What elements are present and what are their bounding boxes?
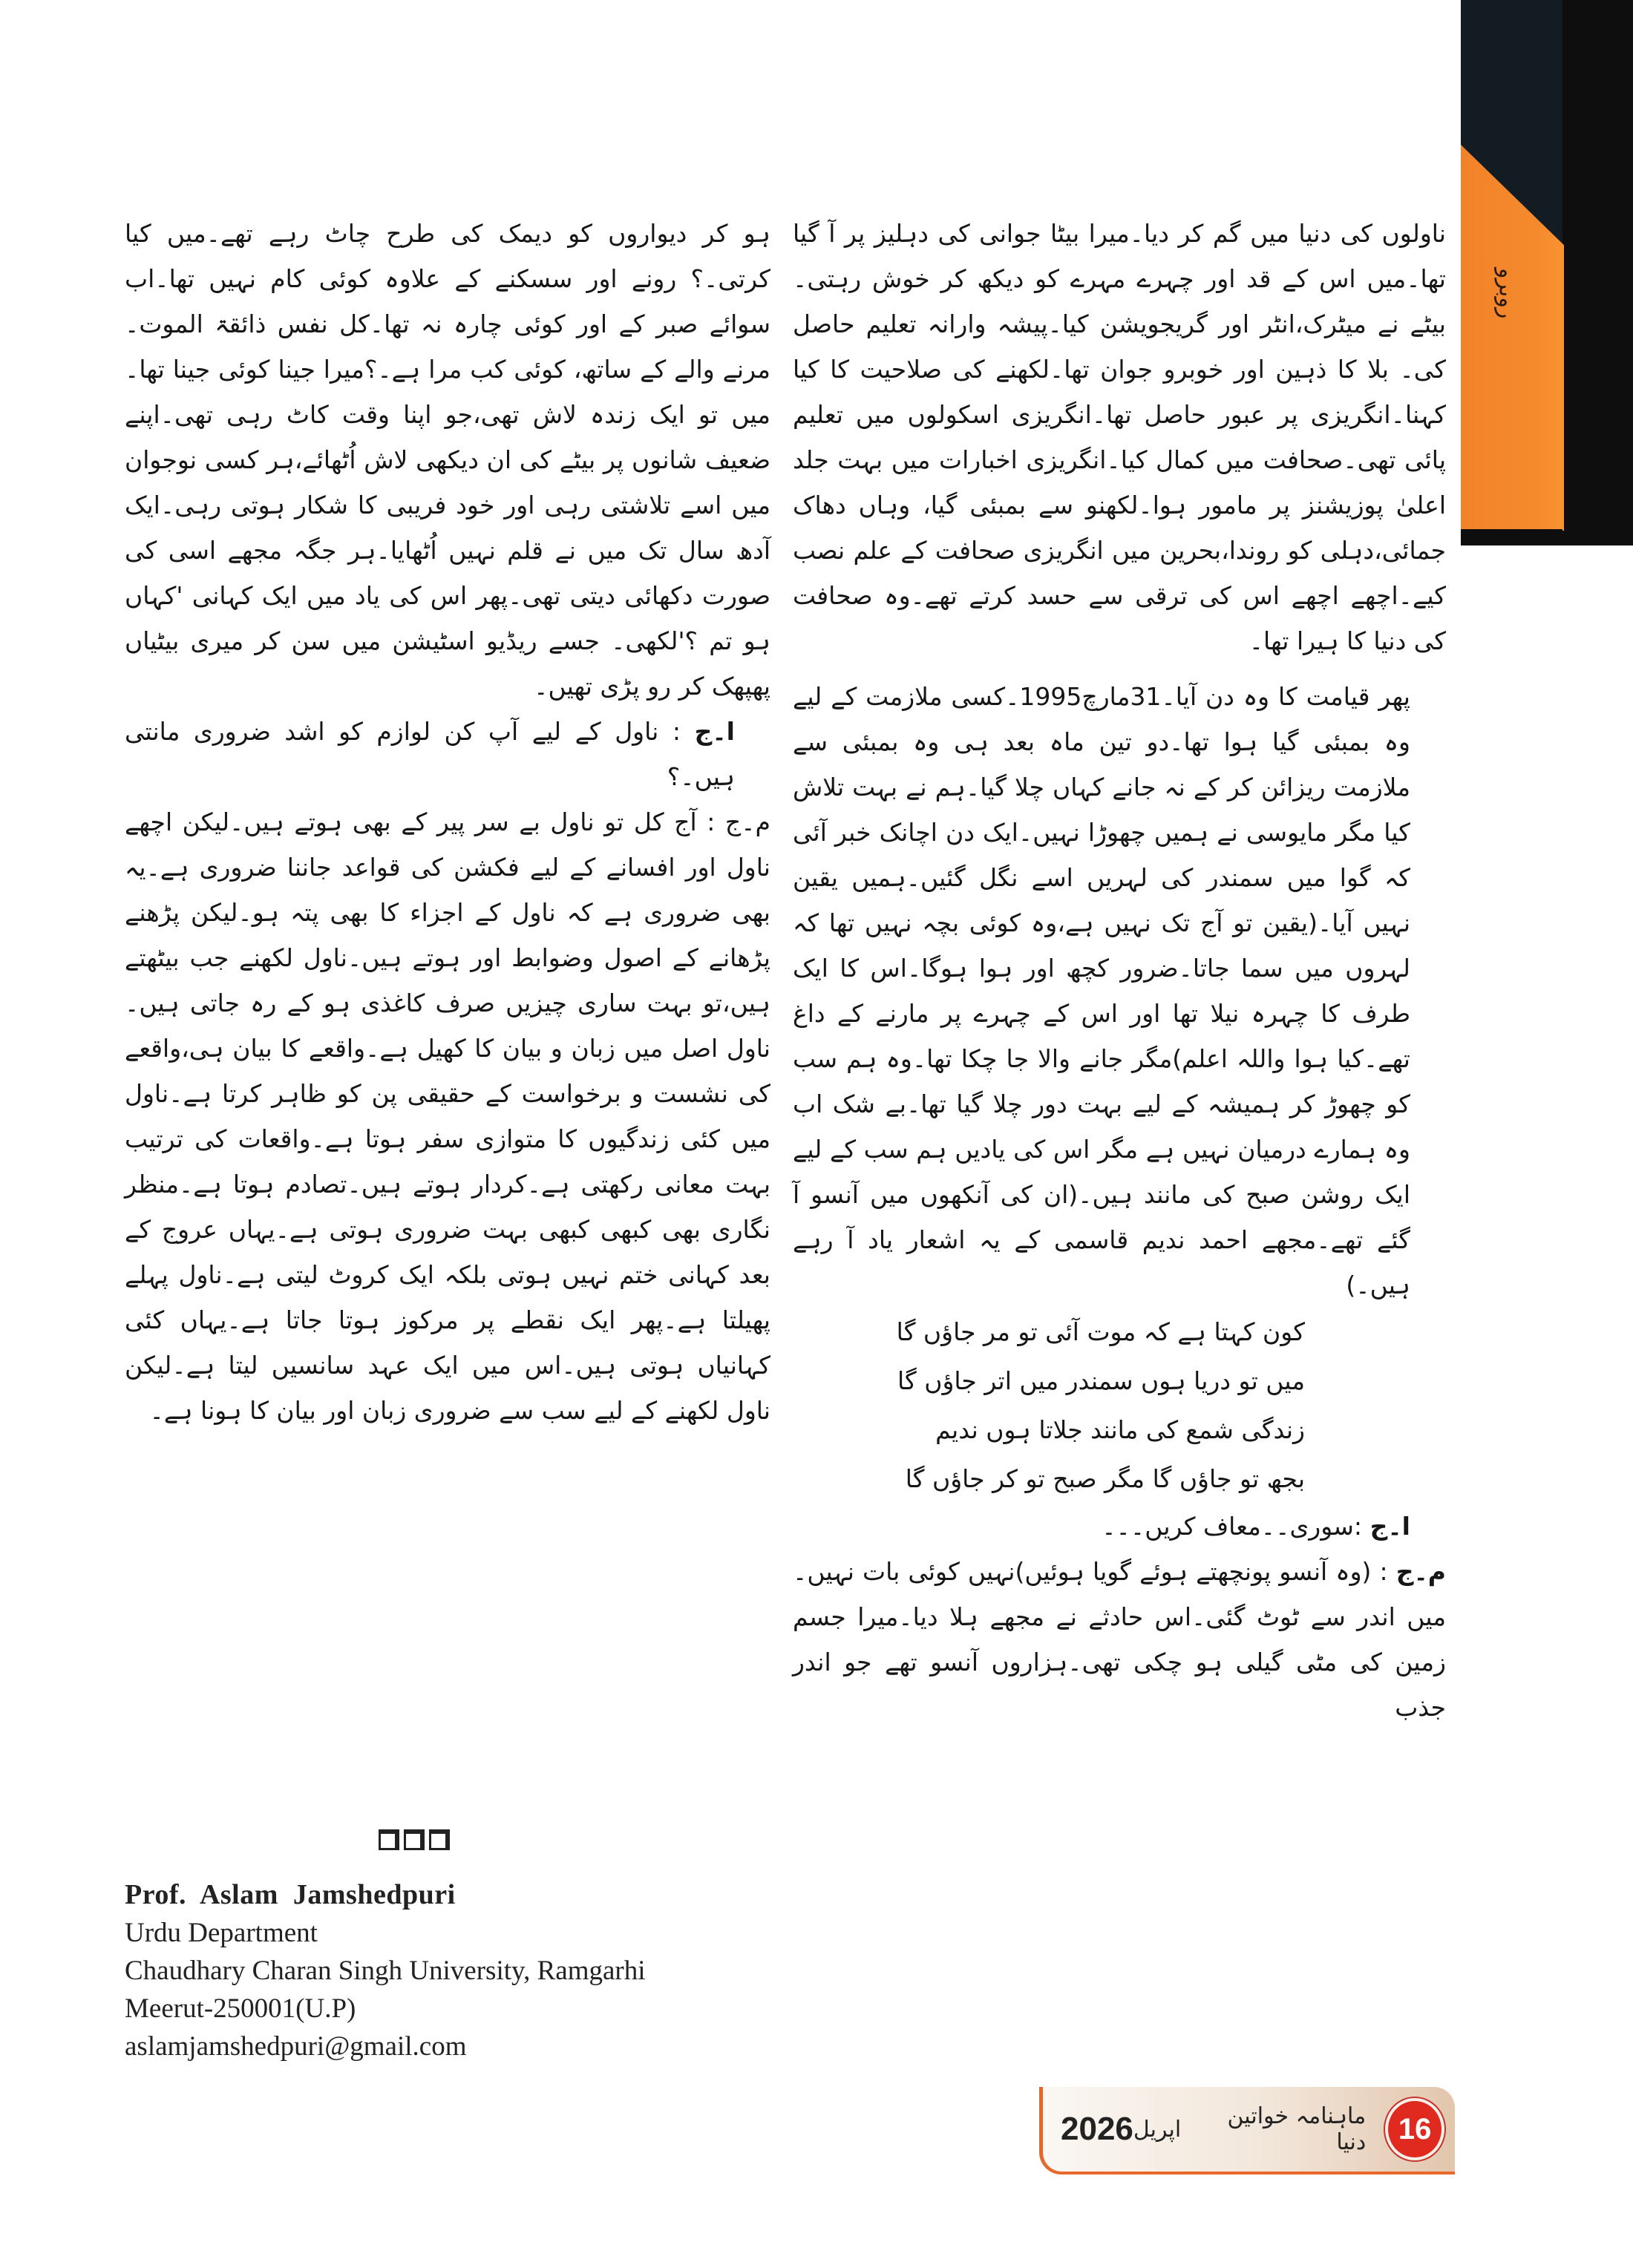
interviewer-label: ا۔ج — [694, 717, 735, 746]
author-city: Meerut-250001(U.P) — [125, 1993, 356, 2024]
page-edge-band — [1562, 0, 1633, 545]
author-name: Prof. Aslam Jamshedpuri — [125, 1879, 456, 1910]
square-icon — [404, 1829, 425, 1850]
author-signature — [125, 1876, 646, 2065]
question-text: : ناول کے لیے آپ کن لوازم کو اشد ضروری مانتی ہیں۔؟ — [125, 717, 735, 791]
issue-year: 2026 — [1061, 2111, 1133, 2147]
end-of-article-ornament — [379, 1829, 450, 1850]
answer-text: : آج کل تو ناول بے سر پیر کے بھی ہوتے ہیں۔لیکن اچھے ناول اور افسانے کے لیے فکشن کی قواعد جاننا ضروری ہے۔یہ بھی ضروری ہے کہ ناول کے اجزاء کا بھی پتہ ہو۔لیکن پڑھنے پڑھانے کے اصول وضوابط اور ہوتے ہیں۔ناول لکھنے جب بیٹھتے ہیں،تو بہت ساری چیزیں صرف کاغذی ہو کے رہ جاتی ہیں۔ناول اصل میں زبان و بیان کا کھیل ہے۔واقعے کا بیان ہی،واقعے کی نشست و برخواست کے حقیقی پن کو ظاہر کرتا ہے۔ناول میں کئی زندگیوں کا متوازی سفر ہوتا ہے۔واقعات کی ترتیب بہت معانی رکھتی ہے۔کردار ہوتے ہیں۔تصادم ہوتا ہے۔منظر نگاری بھی کبھی کبھی بہت ضروری ہوتی ہے۔یہاں عروج کے بعد کہانی ختم نہیں ہوتی بلکہ ایک کروٹ لیتی ہے۔ناول پہلے پھیلتا ہے۔پھر ایک نقطے پر مرکوز ہوتا جاتا ہے۔یہاں کئی کہانیاں ہوتی ہیں۔اس میں ایک عہد سانسیں لیتا ہے۔لیکن ناول لکھنے کے لیے سب سے ضروری زبان اور بیان کا ہونا ہے۔ — [125, 807, 770, 1425]
poem — [793, 1308, 1446, 1504]
interviewer-label: ا۔ج — [1369, 1512, 1410, 1541]
magazine-title: ماہنامہ خواتین دنیا — [1227, 2103, 1367, 2155]
author-department: Urdu Department — [125, 1918, 318, 1948]
poem-line: کون کہتا ہے کہ موت آئی تو مر جاؤں گا — [896, 1317, 1305, 1346]
paragraph: پھر قیامت کا وہ دن آیا۔31مارچ1995۔کسی ملازمت کے لیے وہ بمبئی گیا ہوا تھا۔دو تین ماہ بعد ہی وہ بمبئی سے ملازمت ریزائن کر کے نہ جانے کہاں چلا گیا۔ہم نے بہت تلاش کیا مگر مایوسی نے ہمیں چھوڑا نہیں۔ایک دن اچانک خبر آئی کہ گوا میں سمندر کی لہریں اسے نگل گئیں۔ہمیں یقین نہیں آیا۔(یقین تو آج تک نہیں ہے،وہ کوئی بچہ نہیں تھا کہ لہروں میں سما جاتا۔ضرور کچھ اور ہوا ہوگا۔اس کا ایک طرف کا چہرہ نیلا تھا اور اس کے چہرے پر مارنے کے داغ تھے۔کیا ہوا واللہ اعلم)مگر جانے والا جا چکا تھا۔وہ ہم سب کو چھوڑ کر ہمیشہ کے لیے بہت دور چلا گیا تھا۔بے شک اب وہ ہمارے درمیان نہیں ہے مگر اس کی یادیں ہم سب کے لیے ایک روشن صبح کی مانند ہیں۔(ان کی آنکھوں میں آنسو آ گئے تھے۔مجھے احمد ندیم قاسمی کے یہ اشعار یاد آ رہے ہیں۔) — [793, 682, 1410, 1299]
poem-line: زندگی شمع کی مانند جلاتا ہوں ندیم — [935, 1415, 1305, 1444]
article-column-left — [125, 211, 770, 1433]
section-tab-base — [1461, 529, 1562, 545]
paragraph: ناولوں کی دنیا میں گم کر دیا۔میرا بیٹا جوانی کی دہلیز پر آ گیا تھا۔میں اس کے قد اور چہرے مہرے کو دیکھ کر خوش رہتی۔ بیٹے نے میٹرک،انٹر اور گریجویشن کیا۔پیشہ وارانہ تعلیم حاصل کی۔ بلا کا ذہین اور خوبرو جوان تھا۔لکھنے کی صلاحیت کا کیا کہنا۔انگریزی پر عبور حاصل تھا۔انگریزی اسکولوں میں تعلیم پائی تھی۔صحافت میں کمال کیا۔انگریزی اخبارات میں بہت جلد اعلیٰ پوزیشنز پر مامور ہوا۔لکھنو سے بمبئی گیا، وہاں دھاک جمائی،دہلی کو روندا،بحرین میں انگریزی صحافت کے علم نصب کیے۔اچھے اچھے اس کی ترقی سے حسد کرتے تھے۔وہ صحافت کی دنیا کا ہیرا تھا۔ — [793, 219, 1446, 655]
author-university: Chaudhary Charan Singh University, Ramgarhi — [125, 1956, 646, 1986]
interview-answer — [793, 1549, 1446, 1730]
article-column-right — [793, 211, 1446, 1730]
paragraph: ہو کر دیواروں کو دیمک کی طرح چاٹ رہے تھے۔میں کیا کرتی۔؟ رونے اور سسکنے کے علاوہ کوئی کام نہیں تھا۔اب سوائے صبر کے اور کوئی چارہ نہ تھا۔کل نفس ذائقۃ الموت۔مرنے والے کے ساتھ، کوئی کب مرا ہے۔؟میرا جینا کوئی جینا تھا۔میں تو ایک زندہ لاش تھی،جو اپنا وقت کاٹ رہی تھی۔اپنے ضعیف شانوں پر بیٹے کی ان دیکھی لاش اُٹھائے،ہر کسی نوجوان میں اسے تلاشتی رہی اور خود فریبی کا شکار ہوتی رہی۔ایک آدھ سال تک میں نے قلم نہیں اُٹھایا۔ہر جگہ مجھے اسی کی صورت دکھائی دیتی تھی۔پھر اس کی یاد میں ایک کہانی 'کہاں ہو تم ؟'لکھی۔ جسے ریڈیو اسٹیشن میں سن کر میری بیٹیاں پھپھک کر رو پڑی تھیں۔ — [125, 219, 770, 701]
poem-line: بجھ تو جاؤں گا مگر صبح تو کر جاؤں گا — [905, 1464, 1305, 1493]
interview-answer — [125, 799, 770, 1433]
interviewee-label: م۔ج — [724, 807, 770, 836]
interviewee-label: م۔ج — [1395, 1557, 1446, 1586]
issue-info — [1133, 2098, 1444, 2160]
square-icon — [429, 1829, 450, 1850]
section-label: روبرو — [1493, 267, 1520, 319]
interview-question — [793, 1504, 1446, 1549]
question-text: :سوری۔۔معاف کریں۔۔۔ — [1102, 1512, 1363, 1541]
poem-line: میں تو دریا ہوں سمندر میں اتر جاؤں گا — [897, 1366, 1305, 1395]
answer-text: : (وہ آنسو پونچھتے ہوئے گویا ہوئیں)نہیں کوئی بات نہیں۔میں اندر سے ٹوٹ گئی۔اس حادثے نے مجھے ہلا دیا۔میرا جسم زمین کی مٹی گیلی ہو چکی تھی۔ہزاروں آنسو تھے جو اندر جذب — [793, 1557, 1446, 1722]
author-email[interactable]: aslamjamshedpuri@gmail.com — [125, 2031, 467, 2062]
interview-question — [125, 709, 770, 799]
page-footer — [1039, 2087, 1455, 2174]
issue-month: اپریل — [1133, 2116, 1182, 2143]
square-icon — [379, 1829, 399, 1850]
page-number-badge: 16 — [1385, 2098, 1444, 2160]
